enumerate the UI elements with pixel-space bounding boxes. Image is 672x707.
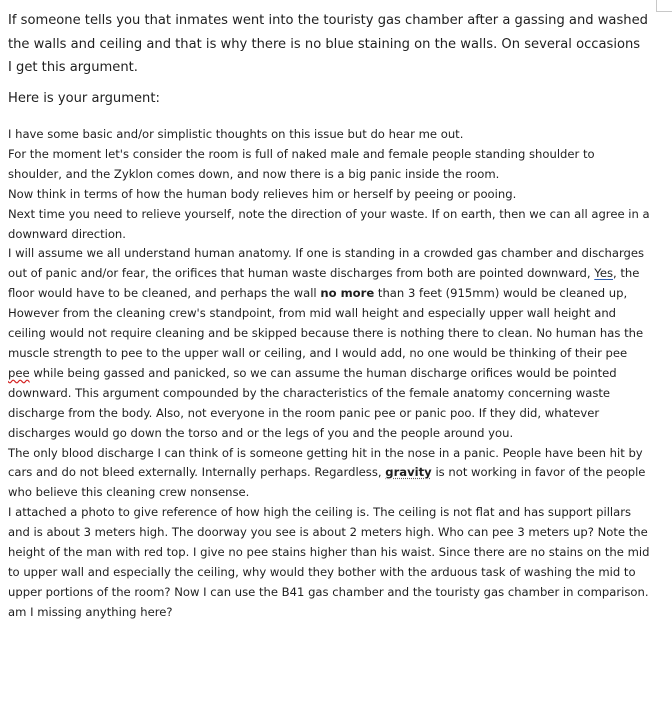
argument-body <box>8 125 652 623</box>
p5-text-d: while being gassed and panicked, so we can assume the human discharge orifices would be pointed downward. This argument compounded by the characteristics of the female anatomy concerning waste discharge from the body. Also, not everyone in the room panic pee or panic poo. If they did, whatever discharges would go down the torso and or the legs of you and the people around you. <box>8 365 617 440</box>
intro-heading: Here is your argument: <box>8 90 160 106</box>
p5-text-c: than 3 feet (915mm) would be cleaned up, However from the cleaning crew's standpoint, from mid wall height and especially upper wall height and ceiling would not require cleaning and be skipped because there is nothing there to clean. No human has the muscle strength to pee to the upper wall or ceiling, and I would add, no one would be thinking of their pee <box>8 286 644 360</box>
body-paragraph-1: I have some basic and/or simplistic thoughts on this issue but do hear me out. <box>8 127 464 141</box>
p6-text-b: is not working in favor of the people who believe this cleaning crew nonsense. <box>8 465 646 500</box>
body-paragraph-8: am I missing anything here? <box>8 604 173 619</box>
p5-text-a: I will assume we all understand human anatomy. If one is standing in a crowded gas chamber and discharges out of panic and/or fear, the orifices that human waste discharges from both are pointed downward, <box>8 246 645 281</box>
intro-section <box>8 9 648 110</box>
body-paragraph-6 <box>8 444 652 504</box>
body-paragraph-2: For the moment let's consider the room is full of naked male and female people standing shoulder to shoulder, and the Zyklon comes down, and now there is a big panic inside the room. <box>8 146 595 181</box>
yes-word: Yes <box>594 266 614 281</box>
body-paragraph-7: I attached a photo to give reference of how high the ceiling is. The ceiling is not flat and has support pillars and is about 3 meters high. The doorway you see is about 2 meters high. Who can pee 3 meters up? Note the height of the man with red top. I give no pee stains higher than his waist. Since there are no stains on the mid to upper wall and especially the ceiling, why would they bother with the arduous task of washing the mid to upper portions of the room? Now I can use the B41 gas chamber and the touristy gas chamber in comparison. <box>8 505 650 599</box>
gravity-word: gravity <box>385 465 432 480</box>
intro-paragraph: If someone tells you that inmates went into the touristy gas chamber after a gassing and washed the walls and ceiling and that is why there is no blue staining on the walls. On several occasions I get this argument. <box>8 13 648 75</box>
p6-text-a: The only blood discharge I can think of is someone getting hit in the nose in a panic. People have been hit by cars and do not bleed externally. Internally perhaps. Regardless, <box>8 445 643 480</box>
p5-text-b: , the floor would have to be cleaned, and perhaps the wall <box>8 266 640 301</box>
body-paragraph-3: Now think in terms of how the human body relieves him or herself by peeing or pooing. <box>8 186 517 201</box>
body-paragraph-5 <box>8 244 652 443</box>
pee-spellcheck-word: pee <box>8 365 30 380</box>
body-paragraph-4: Next time you need to relieve yourself, note the direction of your waste. If on earth, then we can all agree in a downward direction. <box>8 206 650 241</box>
no-more-bold: no more <box>320 286 375 301</box>
page-corner-mark-h <box>656 11 672 12</box>
